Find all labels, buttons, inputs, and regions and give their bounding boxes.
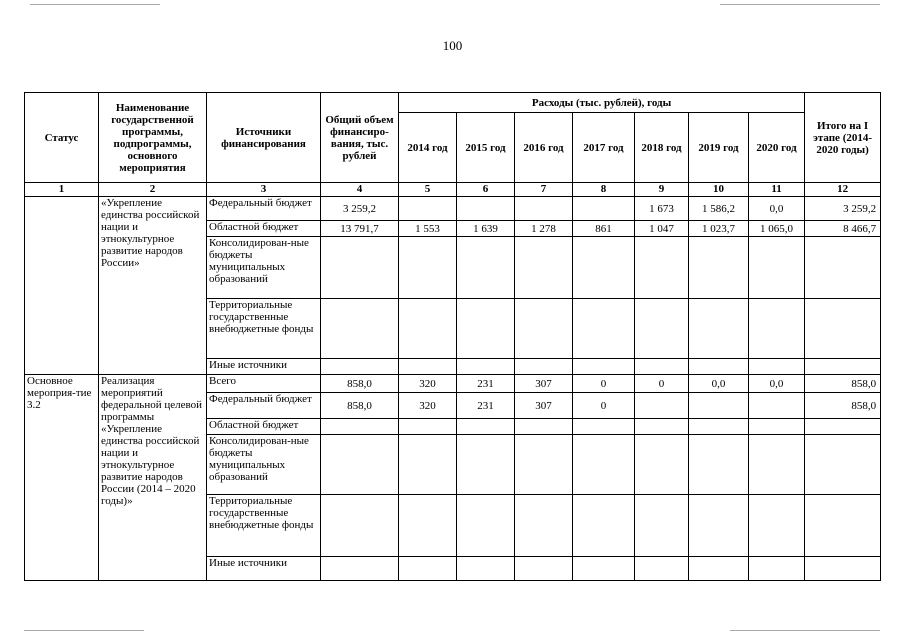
funding-source-cell: Областной бюджет (207, 419, 321, 435)
column-number-12: 12 (805, 183, 881, 197)
header-funding-sources: Источники финансирования (207, 93, 321, 183)
year-2017-cell (573, 495, 635, 557)
total-volume-cell (321, 359, 399, 375)
funding-source-cell: Федеральный бюджет (207, 393, 321, 419)
year-2020-cell (749, 435, 805, 495)
year-2017-cell: 861 (573, 221, 635, 237)
year-2016-cell: 1 278 (515, 221, 573, 237)
stage-total-cell (805, 435, 881, 495)
stage-total-cell (805, 359, 881, 375)
funding-source-cell: Территориальные государственные внебюджетные фонды (207, 495, 321, 557)
funding-source-cell: Консолидирован-ные бюджеты муниципальных образований (207, 435, 321, 495)
status-cell: Основное мероприя-тие 3.2 (25, 375, 99, 581)
year-2015-cell (457, 299, 515, 359)
year-2019-cell (689, 393, 749, 419)
year-2019-cell (689, 237, 749, 299)
year-2019-cell: 1 023,7 (689, 221, 749, 237)
year-2014-cell: 320 (399, 393, 457, 419)
year-2016-cell (515, 557, 573, 581)
stage-total-cell (805, 557, 881, 581)
total-volume-cell: 858,0 (321, 393, 399, 419)
header-year-2019: 2019 год (689, 113, 749, 183)
year-2014-cell (399, 419, 457, 435)
column-number-1: 1 (25, 183, 99, 197)
year-2017-cell (573, 435, 635, 495)
year-2016-cell (515, 495, 573, 557)
year-2020-cell: 1 065,0 (749, 221, 805, 237)
stage-total-cell: 858,0 (805, 393, 881, 419)
year-2018-cell (635, 495, 689, 557)
stage-total-cell: 858,0 (805, 375, 881, 393)
year-2015-cell: 231 (457, 375, 515, 393)
year-2016-cell (515, 299, 573, 359)
year-2017-cell (573, 557, 635, 581)
year-2019-cell (689, 419, 749, 435)
scan-line-top-right (720, 4, 880, 5)
year-2018-cell: 0 (635, 375, 689, 393)
year-2020-cell: 0,0 (749, 375, 805, 393)
year-2019-cell (689, 299, 749, 359)
year-2015-cell: 1 639 (457, 221, 515, 237)
funding-source-cell: Консолидирован-ные бюджеты муниципальных образований (207, 237, 321, 299)
scan-line-bottom-left (24, 630, 144, 631)
year-2014-cell (399, 299, 457, 359)
year-2014-cell (399, 557, 457, 581)
total-volume-cell (321, 557, 399, 581)
year-2019-cell (689, 435, 749, 495)
header-expenses: Расходы (тыс. рублей), годы (399, 93, 805, 113)
year-2017-cell (573, 237, 635, 299)
total-volume-cell (321, 435, 399, 495)
year-2015-cell (457, 495, 515, 557)
year-2020-cell (749, 393, 805, 419)
year-2019-cell: 0,0 (689, 375, 749, 393)
header-year-2014: 2014 год (399, 113, 457, 183)
year-2015-cell (457, 359, 515, 375)
year-2020-cell (749, 557, 805, 581)
total-volume-cell: 13 791,7 (321, 221, 399, 237)
header-stage-total: Итого на I этапе (2014-2020 годы) (805, 93, 881, 183)
header-year-2020: 2020 год (749, 113, 805, 183)
year-2016-cell (515, 237, 573, 299)
total-volume-cell: 3 259,2 (321, 197, 399, 221)
funding-table (24, 92, 881, 581)
header-year-2015: 2015 год (457, 113, 515, 183)
column-number-7: 7 (515, 183, 573, 197)
scan-line-top-left (30, 4, 160, 5)
header-program-name: Наименование государственной программы, подпрограммы, основного мероприятия (99, 93, 207, 183)
year-2016-cell (515, 419, 573, 435)
year-2019-cell: 1 586,2 (689, 197, 749, 221)
year-2016-cell: 307 (515, 375, 573, 393)
year-2020-cell (749, 299, 805, 359)
year-2016-cell (515, 197, 573, 221)
header-year-2016: 2016 год (515, 113, 573, 183)
stage-total-cell (805, 237, 881, 299)
total-volume-cell (321, 237, 399, 299)
total-volume-cell: 858,0 (321, 375, 399, 393)
year-2017-cell: 0 (573, 375, 635, 393)
funding-source-cell: Всего (207, 375, 321, 393)
scan-line-bottom-right (730, 630, 880, 631)
year-2018-cell (635, 435, 689, 495)
year-2017-cell (573, 299, 635, 359)
year-2014-cell (399, 359, 457, 375)
year-2018-cell (635, 393, 689, 419)
column-number-5: 5 (399, 183, 457, 197)
column-number-6: 6 (457, 183, 515, 197)
funding-source-cell: Территориальные государственные внебюджетные фонды (207, 299, 321, 359)
table-row (25, 197, 881, 221)
year-2015-cell (457, 557, 515, 581)
year-2018-cell (635, 557, 689, 581)
year-2015-cell: 231 (457, 393, 515, 419)
status-cell (25, 197, 99, 375)
year-2018-cell (635, 299, 689, 359)
year-2014-cell (399, 495, 457, 557)
year-2014-cell (399, 197, 457, 221)
stage-total-cell: 8 466,7 (805, 221, 881, 237)
year-2019-cell (689, 557, 749, 581)
year-2014-cell: 1 553 (399, 221, 457, 237)
header-total-volume: Общий объем финансиро-вания, тыс. рублей (321, 93, 399, 183)
year-2018-cell (635, 419, 689, 435)
page-number: 100 (442, 38, 463, 53)
year-2015-cell (457, 197, 515, 221)
year-2019-cell (689, 359, 749, 375)
column-number-2: 2 (99, 183, 207, 197)
year-2016-cell (515, 359, 573, 375)
column-number-11: 11 (749, 183, 805, 197)
funding-source-cell: Иные источники (207, 557, 321, 581)
year-2019-cell (689, 495, 749, 557)
column-number-9: 9 (635, 183, 689, 197)
year-2017-cell (573, 419, 635, 435)
header-status: Статус (25, 93, 99, 183)
year-2016-cell: 307 (515, 393, 573, 419)
year-2015-cell (457, 237, 515, 299)
year-2018-cell (635, 359, 689, 375)
column-number-4: 4 (321, 183, 399, 197)
year-2020-cell (749, 359, 805, 375)
year-2017-cell (573, 197, 635, 221)
stage-total-cell (805, 419, 881, 435)
funding-source-cell: Федеральный бюджет (207, 197, 321, 221)
year-2018-cell: 1 047 (635, 221, 689, 237)
stage-total-cell (805, 495, 881, 557)
program-name-cell: «Укрепление единства российской нации и этнокультурное развитие народов России» (99, 197, 207, 375)
year-2014-cell (399, 435, 457, 495)
column-number-8: 8 (573, 183, 635, 197)
year-2017-cell (573, 359, 635, 375)
total-volume-cell (321, 495, 399, 557)
year-2015-cell (457, 435, 515, 495)
year-2018-cell: 1 673 (635, 197, 689, 221)
year-2014-cell (399, 237, 457, 299)
year-2015-cell (457, 419, 515, 435)
column-number-10: 10 (689, 183, 749, 197)
stage-total-cell (805, 299, 881, 359)
year-2016-cell (515, 435, 573, 495)
year-2020-cell: 0,0 (749, 197, 805, 221)
stage-total-cell: 3 259,2 (805, 197, 881, 221)
funding-source-cell: Иные источники (207, 359, 321, 375)
total-volume-cell (321, 299, 399, 359)
column-number-3: 3 (207, 183, 321, 197)
table-row (25, 375, 881, 393)
year-2020-cell (749, 419, 805, 435)
year-2014-cell: 320 (399, 375, 457, 393)
year-2020-cell (749, 237, 805, 299)
program-name-cell: Реализация мероприятий федеральной целевой программы «Укрепление единства российской нации и этнокультурное развитие народов России (2014 – 2020 годы)» (99, 375, 207, 581)
funding-source-cell: Областной бюджет (207, 221, 321, 237)
year-2018-cell (635, 237, 689, 299)
year-2017-cell: 0 (573, 393, 635, 419)
year-2020-cell (749, 495, 805, 557)
header-year-2017: 2017 год (573, 113, 635, 183)
total-volume-cell (321, 419, 399, 435)
header-year-2018: 2018 год (635, 113, 689, 183)
